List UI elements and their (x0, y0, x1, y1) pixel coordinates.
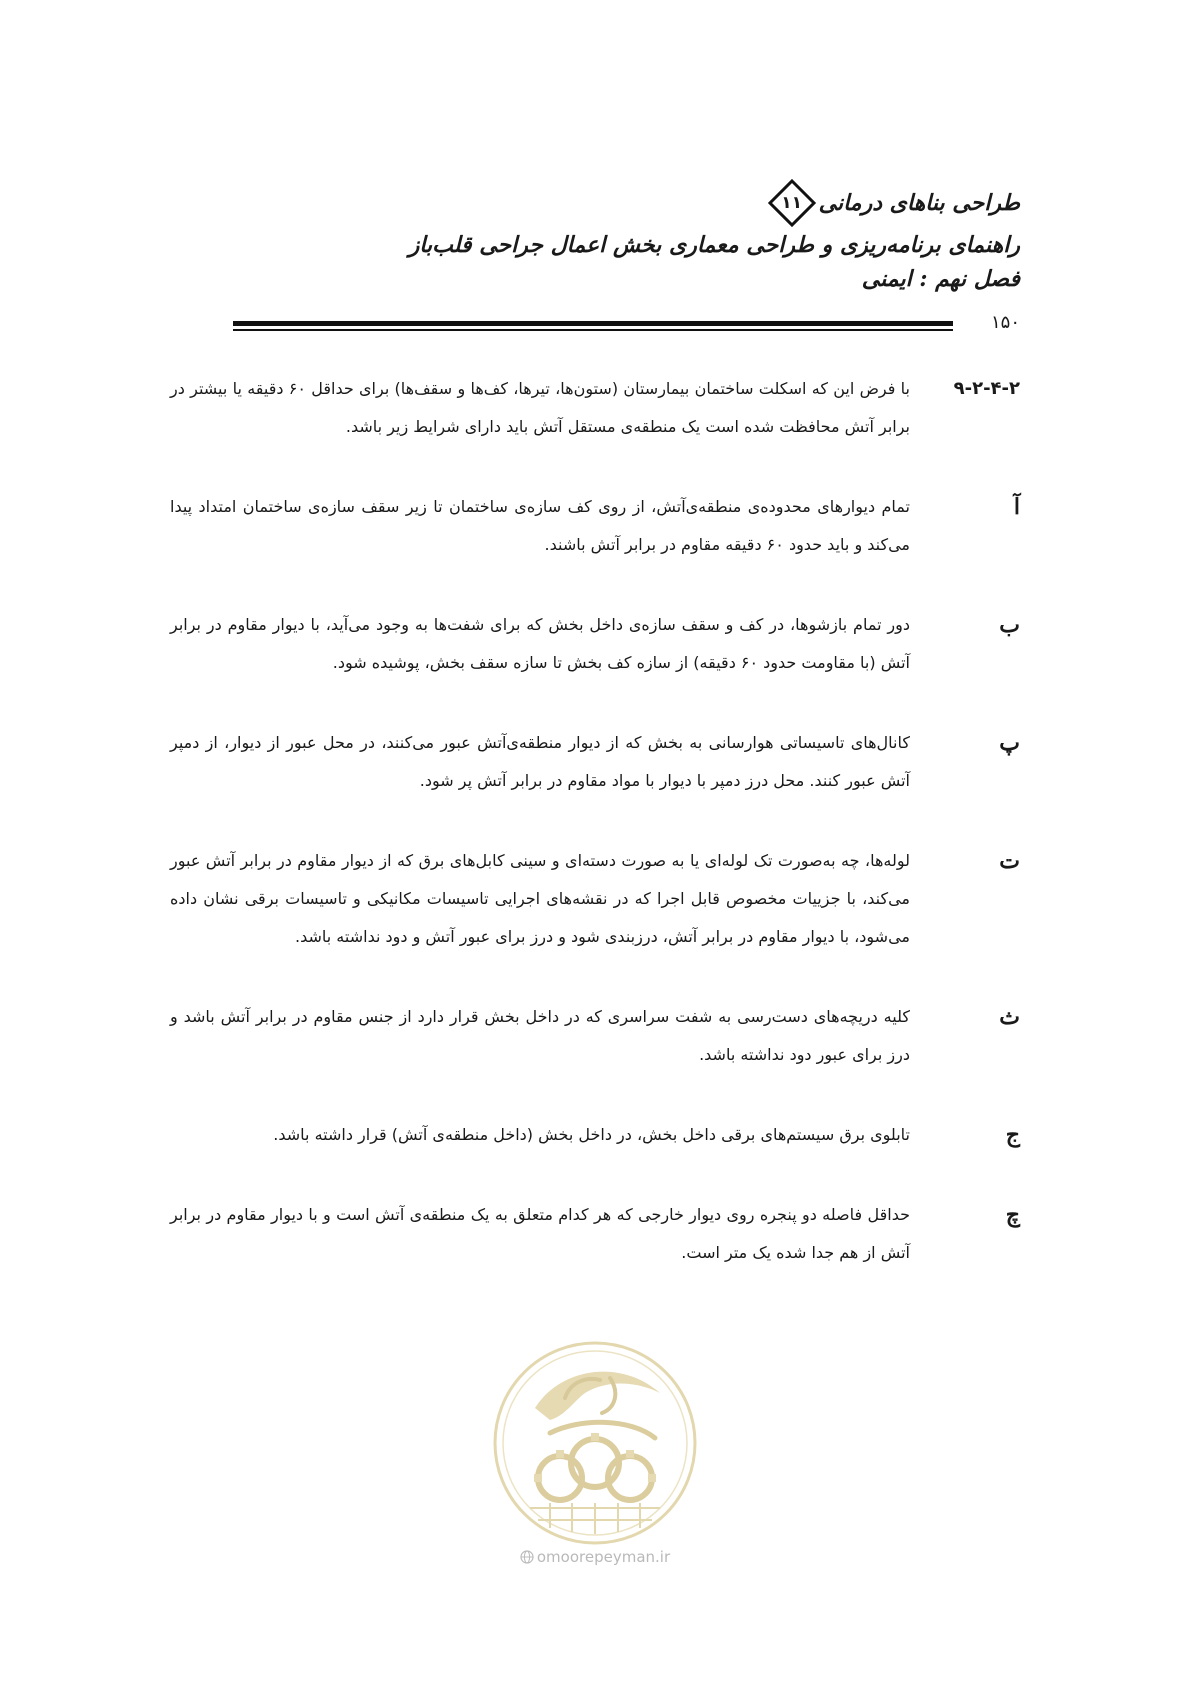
header-rule-thick (233, 321, 953, 326)
list-item-marker: ت (999, 848, 1020, 874)
chapter-title: فصل نهم : ایمنی (861, 266, 1020, 292)
list-item-text: کلیه دریچه‌های دست‌رسی به شفت سراسری که در داخل بخش قرار دارد از جنس مقاوم در برابر آتش باشد و درز برای عبور دود نداشته باشد. (170, 1007, 910, 1064)
watermark-logo (490, 1338, 700, 1548)
page-number: ۱۵۰ (990, 312, 1020, 333)
list-item (170, 1116, 1020, 1154)
globe-icon (520, 1550, 534, 1564)
book-title-line (170, 178, 1020, 228)
list-item (170, 606, 1020, 682)
list-item-marker: آ (1013, 494, 1020, 520)
book-subtitle: راهنمای برنامه‌ریزی و طراحی معماری بخش اعمال جراحی قلب‌باز (408, 232, 1020, 258)
list-item (170, 998, 1020, 1074)
list-item (170, 724, 1020, 800)
watermark-url (505, 1548, 685, 1566)
list-item-text: کانال‌های تاسیساتی هوارسانی به بخش که از دیوار منطقه‌ی‌آتش عبور می‌کنند، در محل عبور از دیوار، از دمپر آتش عبور کنند. محل درز دمپر با دیوار با مواد مقاوم در برابر آتش پر شود. (170, 733, 910, 790)
clause-number: ۹-۲-۴-۲ (953, 378, 1020, 399)
clause-9-2-4-2 (170, 370, 1020, 446)
page-header (170, 178, 1020, 296)
volume-number: ۱۱ (781, 193, 802, 213)
list-item-marker: ج (1005, 1122, 1020, 1148)
list-item-marker: ب (999, 612, 1020, 638)
list-item-marker: چ (1005, 1202, 1020, 1228)
list-item-marker: پ (999, 730, 1020, 756)
list-item-marker: ث (999, 1004, 1020, 1030)
main-content (170, 370, 1020, 1314)
list-item-text: تمام دیوارهای محدوده‌ی منطقه‌ی‌آتش، از روی کف سازه‌ی ساختمان تا زیر سقف سازه‌ی ساختمان امتداد پیدا می‌کند و باید حدود ۶۰ دقیقه مقاوم در برابر آتش باشند. (170, 497, 910, 554)
book-title: طراحی بناهای درمانی (818, 190, 1020, 216)
list-item-text: حداقل فاصله دو پنجره روی دیوار خارجی که هر کدام متعلق به یک منطقه‌ی آتش است و با دیوار مقاوم در برابر آتش از هم جدا شده یک متر است. (170, 1205, 910, 1262)
list-item (170, 842, 1020, 956)
header-rule-thin (233, 329, 953, 331)
watermark-url-text: omoorepeyman.ir (536, 1548, 671, 1566)
clause-text: با فرض این که اسکلت ساختمان بیمارستان (ستون‌ها، تیرها، کف‌ها و سقف‌ها) برای حداقل ۶۰ دقیقه یا بیشتر در برابر آتش محافظت شده است یک منطقه‌ی مستقل آتش باید دارای شرایط زیر باشد. (170, 379, 910, 436)
volume-badge (767, 178, 817, 228)
list-item-text: تابلوی برق سیستم‌های برقی داخل بخش، در داخل بخش (داخل منطقه‌ی آتش) قرار داشته باشد. (273, 1125, 910, 1144)
list-item-text: لوله‌ها، چه به‌صورت تک لوله‌ای یا به صورت دسته‌ای و سینی کابل‌های برق که از دیوار مقاوم در برابر آتش عبور می‌کند، با جزییات مخصوص قابل اجرا که در نقشه‌های اجرایی تاسیسات مکانیکی و تاسیسات برقی نشان داده می‌شود، با دیوار مقاوم در برابر آتش، درزبندی شود و درز برای عبور آتش و دود نداشته باشد. (170, 851, 910, 946)
list-item-text: دور تمام بازشوها، در کف و سقف سازه‌ی داخل بخش که برای شفت‌ها به وجود می‌آید، با دیوار مقاوم در برابر آتش (با مقاومت حدود ۶۰ دقیقه) از سازه کف بخش تا سازه سقف بخش، پوشیده شود. (170, 615, 910, 672)
list-item (170, 1196, 1020, 1272)
list-item (170, 488, 1020, 564)
